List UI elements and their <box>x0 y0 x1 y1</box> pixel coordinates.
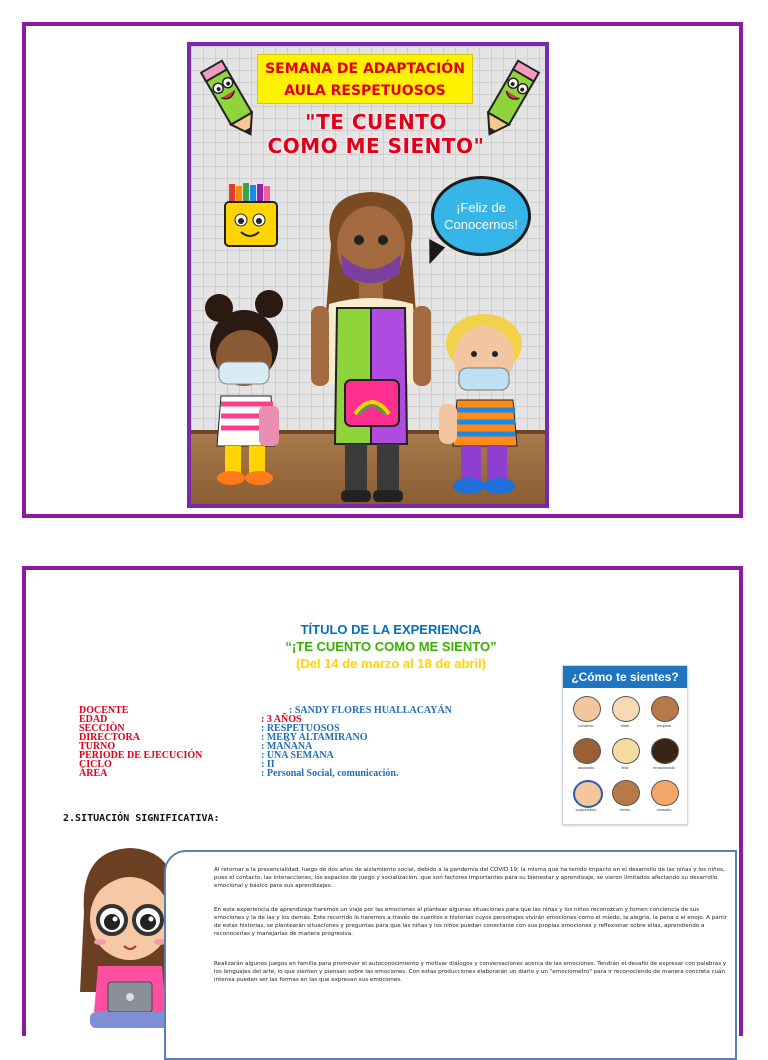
situation-paragraph-1: Al retornar a la presencialidad, luego de dos años de aislamiento social, debido a la pandemia del COVID 19; la misma que ha tenido impacto en el desarrollo de las niñas y los niños, pues el contacto, las interacciones, los espacios de juego y socialización, que son factores importantes para su bienestar y aprendizaje, se vieron limitados afectando su desarrollo emocional y básico para sus aprendizajes. <box>214 867 725 889</box>
info-label: CICLO <box>79 759 112 770</box>
section-title: 2.SITUACIÓN SIGNIFICATIVA: <box>63 813 220 824</box>
face-sad-icon <box>612 696 640 722</box>
cover-illustration <box>187 42 549 508</box>
face-label: triste <box>620 723 630 728</box>
cover-main-line2: COMO ME SIENTO" <box>267 134 485 158</box>
experience-heading: TÍTULO DE LA EXPERIENCIA <box>300 622 482 637</box>
cover-title-line2: AULA RESPETUOSOS <box>284 83 446 99</box>
face-excited-icon <box>651 738 679 764</box>
cover-page <box>22 22 743 518</box>
info-row-area <box>79 769 479 778</box>
info-label: DIRECTORA <box>79 732 140 743</box>
info-label: SECCIÒN <box>79 723 125 734</box>
speech-bubble <box>431 176 531 256</box>
info-label: EDAD <box>79 714 108 725</box>
info-value: : UNA SEMANA <box>261 750 334 761</box>
info-label: DOCENTE <box>79 705 129 716</box>
situation-box <box>164 850 737 1060</box>
emotions-card-header: ¿Cómo te sientes? <box>563 666 687 688</box>
experience-dates: (Del 14 de marzo al 18 de abril) <box>295 656 487 671</box>
emotions-card <box>562 665 688 825</box>
crayon-box-icon <box>221 182 281 248</box>
info-value: : MAÑANA <box>261 741 313 752</box>
info-row-periodo <box>79 751 479 760</box>
info-value: : II <box>261 759 275 770</box>
face-label: enojado <box>656 723 672 728</box>
cover-title-box <box>257 54 473 104</box>
face-label: cansado <box>656 807 672 812</box>
bubble-line1: ¡Feliz de <box>456 200 506 215</box>
info-label: ÁREA <box>79 768 108 779</box>
boy-character-icon <box>429 296 539 496</box>
face-scared-icon <box>573 738 601 764</box>
info-value: : RESPETUOSOS <box>261 723 340 734</box>
info-value: : Personal Social, comunicación. <box>261 768 399 779</box>
face-label: feliz <box>621 765 629 770</box>
face-label: asustado <box>577 765 595 770</box>
face-label: contento <box>578 723 594 728</box>
bubble-line2: Conocernos! <box>444 217 518 232</box>
girl-character-icon <box>199 286 299 486</box>
info-value: : SANDY FLORES HUALLACAYÁN <box>289 705 452 716</box>
face-label: tímido <box>619 807 631 812</box>
teacher-character-icon <box>301 184 441 504</box>
info-table <box>79 706 479 778</box>
face-happy-icon <box>573 696 601 722</box>
face-surprised-icon <box>573 780 603 808</box>
situation-paragraph-2: En esta experiencia de aprendizaje haremos un viaje por las emociones al plantear algunas situaciones para que las niñas y los niños reconozcan y tomen conciencia de sus emociones y la de las y los demás. Este recorrido lo haremos a través de cuentos e historias cuyos personajes vivirán emociones como el miedo, la alegría, la pena o el enojo. A partir de estas historias, se plantearán situaciones y preguntas para que las niñas y los niños puedan conectarse con sus propias emociones y reflexionar sobre ellas, aprendiendo a reconocerlas y manejarlas de manera progresiva. <box>214 907 728 937</box>
face-label: emocionado <box>653 765 675 770</box>
face-angry-icon <box>651 696 679 722</box>
cover-main-line1: "TE CUENTO <box>305 110 447 134</box>
face-joy-icon <box>612 738 640 764</box>
document-page <box>22 566 743 1036</box>
face-label: sorprendido <box>575 807 597 812</box>
info-value: : 3 AÑOS <box>261 714 302 725</box>
cover-title-line1: SEMANA DE ADAPTACIÓN <box>265 61 465 77</box>
situation-paragraph-3: Realizarán algunos juegos en familia para promover el autoconocimiento y motivar diálogos y conversaciones acerca de las emociones. Tendrán el desafío de expresar con palabras y los lenguajes del arte, lo que sienten y piensan sobre las emociones. Con estas producciones elaborarán un diario y un "emociómetro" para ir reconociendo de manera concreta cuán intensa pueden ser las formas en las que expresan sus emociones. <box>214 961 727 983</box>
info-label: PERIODE DE EJECUCIÓN <box>79 750 203 761</box>
info-value: : MERY ALTAMIRANO <box>261 732 368 743</box>
face-tired-icon <box>651 780 679 806</box>
experience-subtitle: “¡TE CUENTO COMO ME SIENTO” <box>285 639 497 654</box>
cover-main-title <box>231 110 521 158</box>
info-label: TURNO <box>79 741 116 752</box>
face-shy-icon <box>612 780 640 806</box>
